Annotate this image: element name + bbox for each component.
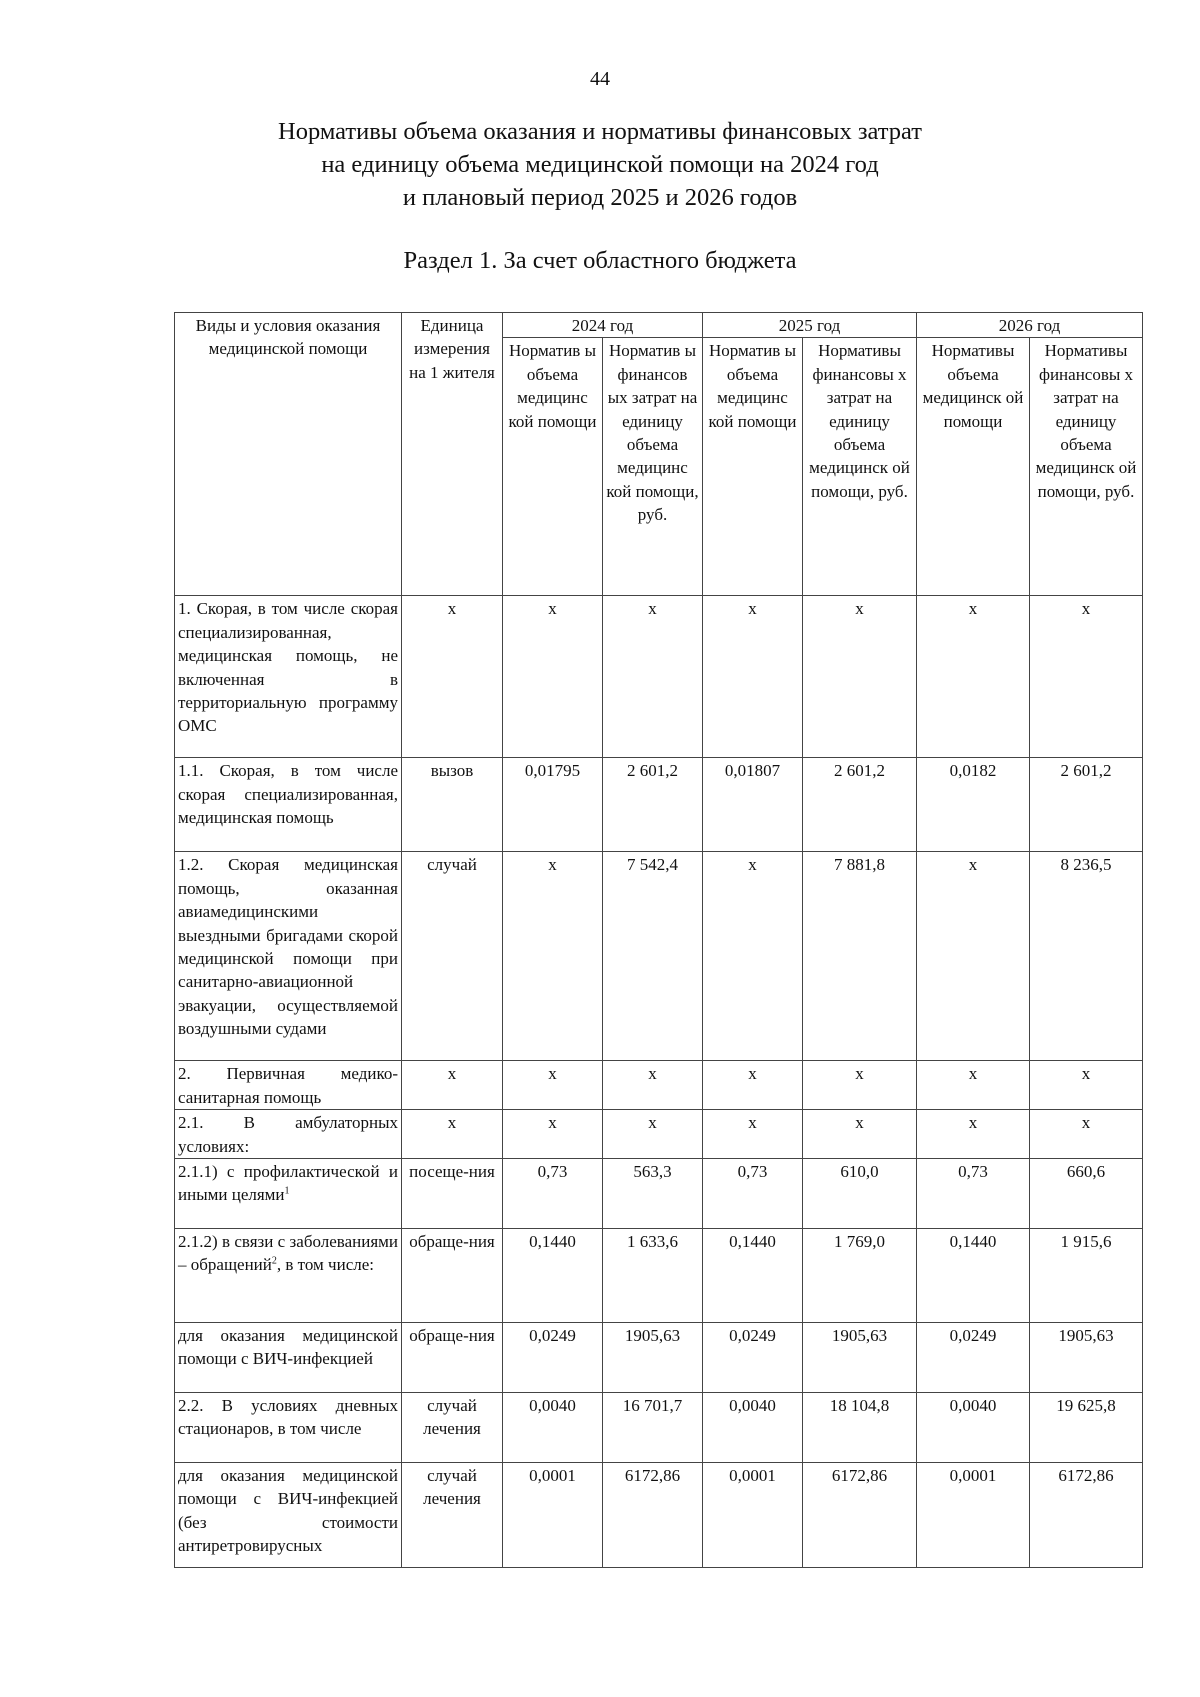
row-value-cell: 0,1440 — [917, 1229, 1030, 1323]
row-value-cell: х — [503, 1061, 603, 1110]
table-row — [175, 596, 1143, 758]
row-type-label: 2.1.1) с профилактической и иными целями — [178, 1162, 398, 1205]
table-body — [175, 313, 1143, 1568]
row-type-label: для оказания медицинской помощи с ВИЧ-инфекцией (без стоимости антиретровирусных — [178, 1466, 398, 1556]
header-sub: Нормативы финансовы х затрат на единицу объема медицинск ой помощи, руб. — [1030, 338, 1143, 596]
header-year-2024: 2024 год — [503, 313, 703, 338]
row-value-cell: 16 701,7 — [603, 1393, 703, 1463]
header-sub: Норматив ы объема медицинс кой помощи — [703, 338, 803, 596]
row-unit-cell: обраще-ния — [402, 1323, 503, 1393]
row-value-cell: 0,1440 — [703, 1229, 803, 1323]
row-value-cell: х — [703, 1061, 803, 1110]
row-value-cell: 0,73 — [503, 1159, 603, 1229]
row-value-cell: 1905,63 — [603, 1323, 703, 1393]
document-title — [0, 115, 1200, 214]
row-unit-cell: случай лечения — [402, 1463, 503, 1568]
row-type-label: 1.1. Скорая, в том числе скорая специализированная, медицинская помощь — [178, 761, 398, 828]
row-type-cell — [175, 1229, 402, 1323]
row-value-cell: х — [1030, 1061, 1143, 1110]
table-row — [175, 758, 1143, 852]
header-year-2025: 2025 год — [703, 313, 917, 338]
row-value-cell: 19 625,8 — [1030, 1393, 1143, 1463]
row-value-cell: 1 915,6 — [1030, 1229, 1143, 1323]
row-value-cell: х — [603, 596, 703, 758]
row-unit-cell: посеще-ния — [402, 1159, 503, 1229]
row-value-cell: 0,0040 — [703, 1393, 803, 1463]
row-value-cell: 1 769,0 — [803, 1229, 917, 1323]
row-type-label: 1. Скорая, в том числе скорая специализированная, медицинская помощь, не включенная в территориальную программу ОМС — [178, 599, 398, 736]
norms-table — [174, 312, 1143, 1568]
header-unit: Единица измерения на 1 жителя — [402, 313, 503, 596]
row-value-cell: 2 601,2 — [803, 758, 917, 852]
row-value-cell: 1905,63 — [1030, 1323, 1143, 1393]
row-value-cell: 610,0 — [803, 1159, 917, 1229]
row-value-cell: 6172,86 — [1030, 1463, 1143, 1568]
table-row — [175, 1229, 1143, 1323]
row-value-cell: х — [803, 1061, 917, 1110]
row-type-label: 2. Первичная медико-санитарная помощь — [178, 1064, 398, 1107]
row-value-cell: 2 601,2 — [603, 758, 703, 852]
row-value-cell: х — [803, 596, 917, 758]
row-type-label: 1.2. Скорая медицинская помощь, оказанная авиамедицинскими выездными бригадами скорой медицинской помощи при санитарно-авиационной эвакуации, осуществляемой воздушными судами — [178, 855, 398, 1039]
title-line: Нормативы объема оказания и нормативы финансовых затрат — [278, 118, 922, 145]
row-value-cell: х — [503, 596, 603, 758]
row-value-cell: 7 881,8 — [803, 852, 917, 1061]
row-value-cell: 0,0040 — [917, 1393, 1030, 1463]
row-value-cell: х — [503, 852, 603, 1061]
row-value-cell: 0,0001 — [703, 1463, 803, 1568]
row-value-cell: 0,0040 — [503, 1393, 603, 1463]
row-value-cell: х — [703, 1110, 803, 1159]
header-sub: Норматив ы финансов ых затрат на единицу объема медицинс кой помощи, руб. — [603, 338, 703, 596]
header-year-2026: 2026 год — [917, 313, 1143, 338]
row-value-cell: х — [703, 852, 803, 1061]
table-row — [175, 1159, 1143, 1229]
row-type-label: 2.1.2) в связи с заболеваниями – обращений — [178, 1232, 398, 1275]
header-row-years — [175, 313, 1143, 338]
row-type-cell — [175, 758, 402, 852]
title-line: на единицу объема медицинской помощи на 2024 год — [321, 151, 879, 178]
table-row — [175, 852, 1143, 1061]
footnote-marker: 2 — [271, 1255, 277, 1267]
row-value-cell: 1 633,6 — [603, 1229, 703, 1323]
row-unit-cell: х — [402, 1061, 503, 1110]
row-value-cell: 0,0182 — [917, 758, 1030, 852]
row-value-cell: 0,0249 — [703, 1323, 803, 1393]
header-sub: Норматив ы объема медицинс кой помощи — [503, 338, 603, 596]
row-value-cell: х — [917, 1061, 1030, 1110]
section-title: Раздел 1. За счет областного бюджета — [403, 247, 797, 274]
row-type-cell — [175, 1323, 402, 1393]
row-value-cell: х — [1030, 1110, 1143, 1159]
row-value-cell: 6172,86 — [803, 1463, 917, 1568]
row-value-cell: 0,0001 — [503, 1463, 603, 1568]
row-value-cell: 0,0249 — [917, 1323, 1030, 1393]
row-type-label: для оказания медицинской помощи с ВИЧ-инфекцией — [178, 1326, 398, 1369]
row-type-label: 2.2. В условиях дневных стационаров, в том числе — [178, 1396, 398, 1439]
row-value-cell: 2 601,2 — [1030, 758, 1143, 852]
footnote-marker: 1 — [284, 1185, 290, 1197]
page-number: 44 — [590, 68, 610, 90]
table-row — [175, 1323, 1143, 1393]
row-value-cell: х — [917, 852, 1030, 1061]
row-value-cell: 0,0001 — [917, 1463, 1030, 1568]
row-value-cell: 563,3 — [603, 1159, 703, 1229]
row-value-cell: 1905,63 — [803, 1323, 917, 1393]
row-unit-cell: х — [402, 1110, 503, 1159]
table-row — [175, 1110, 1143, 1159]
row-type-cell — [175, 1061, 402, 1110]
header-sub: Нормативы финансовы х затрат на единицу объема медицинск ой помощи, руб. — [803, 338, 917, 596]
table-row — [175, 1061, 1143, 1110]
header-type: Виды и условия оказания медицинской помощи — [175, 313, 402, 596]
row-unit-cell: случай — [402, 852, 503, 1061]
row-type-cell — [175, 852, 402, 1061]
row-value-cell: 18 104,8 — [803, 1393, 917, 1463]
row-value-cell: х — [603, 1110, 703, 1159]
row-value-cell: 0,73 — [703, 1159, 803, 1229]
row-unit-cell: вызов — [402, 758, 503, 852]
row-type-cell — [175, 596, 402, 758]
row-value-cell: 660,6 — [1030, 1159, 1143, 1229]
row-unit-cell: обраще-ния — [402, 1229, 503, 1323]
row-unit-cell: случай лечения — [402, 1393, 503, 1463]
row-value-cell: 0,1440 — [503, 1229, 603, 1323]
row-type-cell — [175, 1159, 402, 1229]
row-value-cell: 7 542,4 — [603, 852, 703, 1061]
title-line: и плановый период 2025 и 2026 годов — [402, 184, 798, 211]
row-value-cell: 0,01795 — [503, 758, 603, 852]
row-value-cell: 0,01807 — [703, 758, 803, 852]
row-value-cell: 8 236,5 — [1030, 852, 1143, 1061]
row-value-cell: 0,73 — [917, 1159, 1030, 1229]
row-value-cell: 6172,86 — [603, 1463, 703, 1568]
row-value-cell: х — [503, 1110, 603, 1159]
header-sub: Нормативы объема медицинск ой помощи — [917, 338, 1030, 596]
row-value-cell: х — [803, 1110, 917, 1159]
row-type-label-tail: , в том числе: — [276, 1255, 374, 1275]
table-row — [175, 1463, 1143, 1568]
row-value-cell: х — [917, 596, 1030, 758]
row-type-label: 2.1. В амбулаторных условиях: — [178, 1113, 398, 1156]
row-value-cell: 0,0249 — [503, 1323, 603, 1393]
row-value-cell: х — [603, 1061, 703, 1110]
row-type-cell — [175, 1463, 402, 1568]
row-unit-cell: х — [402, 596, 503, 758]
row-value-cell: х — [703, 596, 803, 758]
row-value-cell: х — [917, 1110, 1030, 1159]
table-row — [175, 1393, 1143, 1463]
row-value-cell: х — [1030, 596, 1143, 758]
row-type-cell — [175, 1110, 402, 1159]
row-type-cell — [175, 1393, 402, 1463]
